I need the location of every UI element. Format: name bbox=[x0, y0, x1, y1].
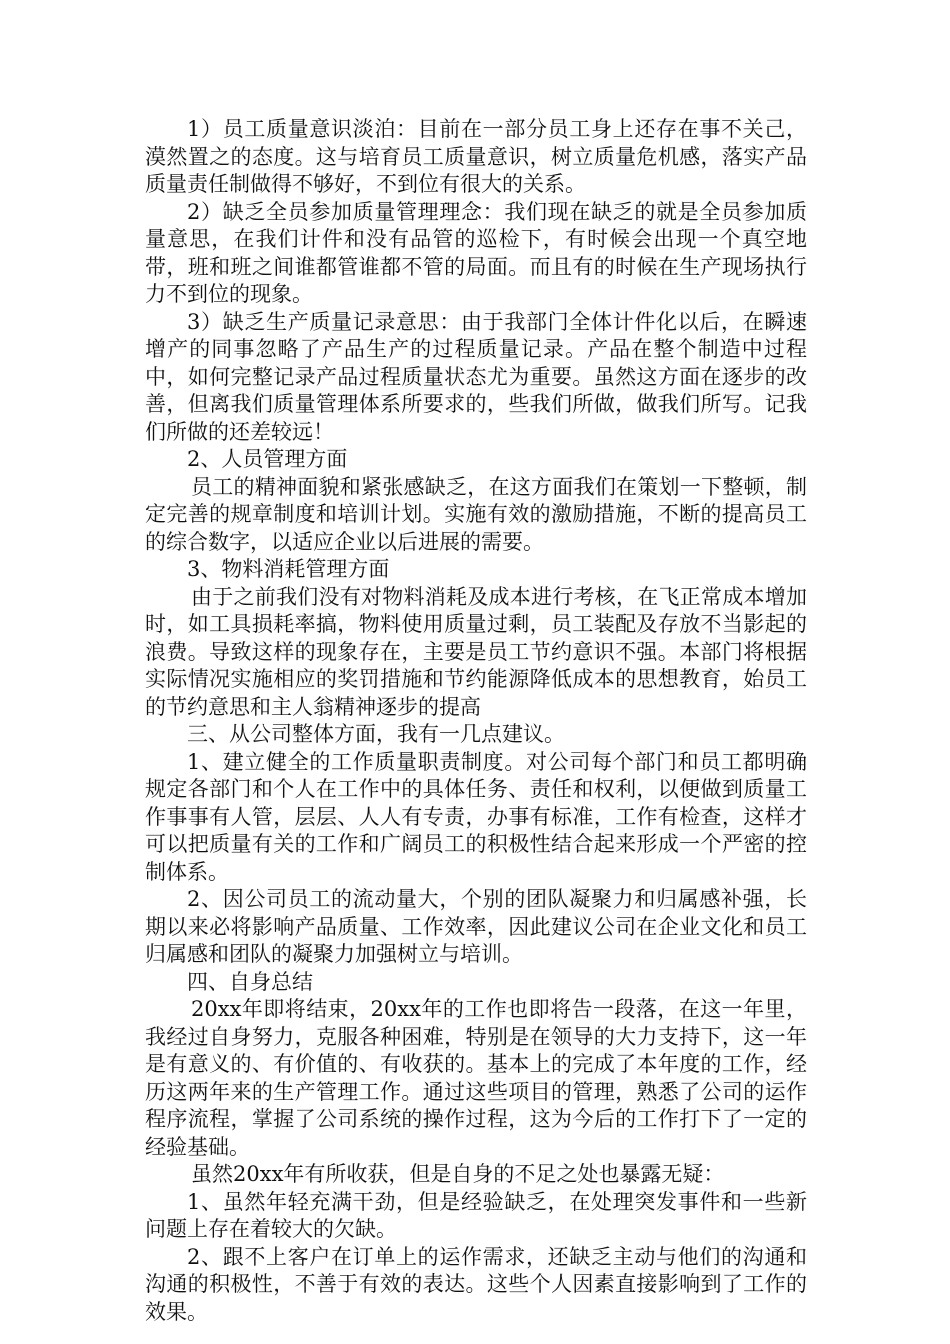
heading-self-summary: 四、自身总结 bbox=[187, 969, 313, 994]
paragraph-shortcomings-intro: 虽然20xx年有所收获，但是自身的不足之处也暴露无疑： bbox=[191, 1162, 725, 1186]
paragraph-self-summary: 20xx年即将结束，20xx年的工作也即将告一段落，在这一年里，我经过自身努力，克服各种困难，特别是在领导的大力支持下，这一年是有意义的、有价值的、有收获的。基本上的完成了本年度的工作，经历这两年来的生产管理工作。通过这些项目的管理，熟悉了公司的运作程序流程，掌握了公司系统的操作过程，这为今后的工作打下了一定的经验基础。 bbox=[145, 997, 807, 1159]
paragraph-shortcoming-1: 1、虽然年轻充满干劲，但是经验缺乏，在处理突发事件和一些新问题上存在着较大的欠缺。 bbox=[145, 1189, 807, 1241]
heading-material-consumption: 3、物料消耗管理方面 bbox=[187, 557, 390, 581]
document-body bbox=[145, 116, 807, 1326]
paragraph-suggestion-1: 1、建立健全的工作质量职责制度。对公司每个部门和员工都明确规定各部门和个人在工作中的具体任务、责任和权利，以便做到质量工作事事有人管，层层、人人有专责，办事有标准，工作有检查，这样才可以把质量有关的工作和广阔员工的积极性结合起来形成一个严密的控制体系。 bbox=[145, 749, 807, 884]
heading-company-suggestions: 三、从公司整体方面，我有一几点建议。 bbox=[187, 722, 565, 746]
paragraph-shortcoming-2: 2、跟不上客户在订单上的运作需求，还缺乏主动与他们的沟通和沟通的积极性，不善于有效的表达。这些个人因素直接影响到了工作的效果。 bbox=[145, 1244, 807, 1324]
paragraph-full-participation: 2）缺乏全员参加质量管理理念：我们现在缺乏的就是全员参加质量意思，在我们计件和没有品管的巡检下，有时候会出现一个真空地带，班和班之间谁都管谁都不管的局面。而且有的时候在生产现场执行力不到位的现象。 bbox=[145, 199, 807, 306]
paragraph-quality-records: 3）缺乏生产质量记录意思：由于我部门全体计件化以后，在瞬速增产的同事忽略了产品生产的过程质量记录。产品在整个制造中过程中，如何完整记录产品过程质量状态尤为重要。虽然这方面在逐步的改善，但离我们质量管理体系所要求的，些我们所做，做我们所写。记我们所做的还差较远！ bbox=[145, 309, 807, 444]
paragraph-personnel-management: 员工的精神面貌和紧张感缺乏，在这方面我们在策划一下整顿，制定完善的规章制度和培训计划。实施有效的激励措施，不断的提高员工的综合数字，以适应企业以后进展的需要。 bbox=[145, 474, 807, 554]
paragraph-suggestion-2: 2、因公司员工的流动量大，个别的团队凝聚力和归属感补强，长期以来必将影响产品质量、工作效率，因此建议公司在企业文化和员工归属感和团队的凝聚力加强树立与培训。 bbox=[145, 887, 807, 966]
heading-personnel-management: 2、人员管理方面 bbox=[187, 447, 348, 471]
paragraph-material-consumption: 由于之前我们没有对物料消耗及成本进行考核，在飞正常成本增加时，如工具损耗率搞，物料使用质量过剩，员工装配及存放不当影起的浪费。导致这样的现象存在，主要是员工节约意识不强。本部门将根据实际情况实施相应的奖罚措施和节约能源降低成本的思想教育，始员工的节约意思和主人翁精神逐步的提高 bbox=[145, 584, 807, 719]
paragraph-quality-awareness: 1）员工质量意识淡泊：目前在一部分员工身上还存在事不关己，漠然置之的态度。这与培育员工质量意识，树立质量危机感，落实产品质量责任制做得不够好，不到位有很大的关系。 bbox=[145, 117, 807, 196]
